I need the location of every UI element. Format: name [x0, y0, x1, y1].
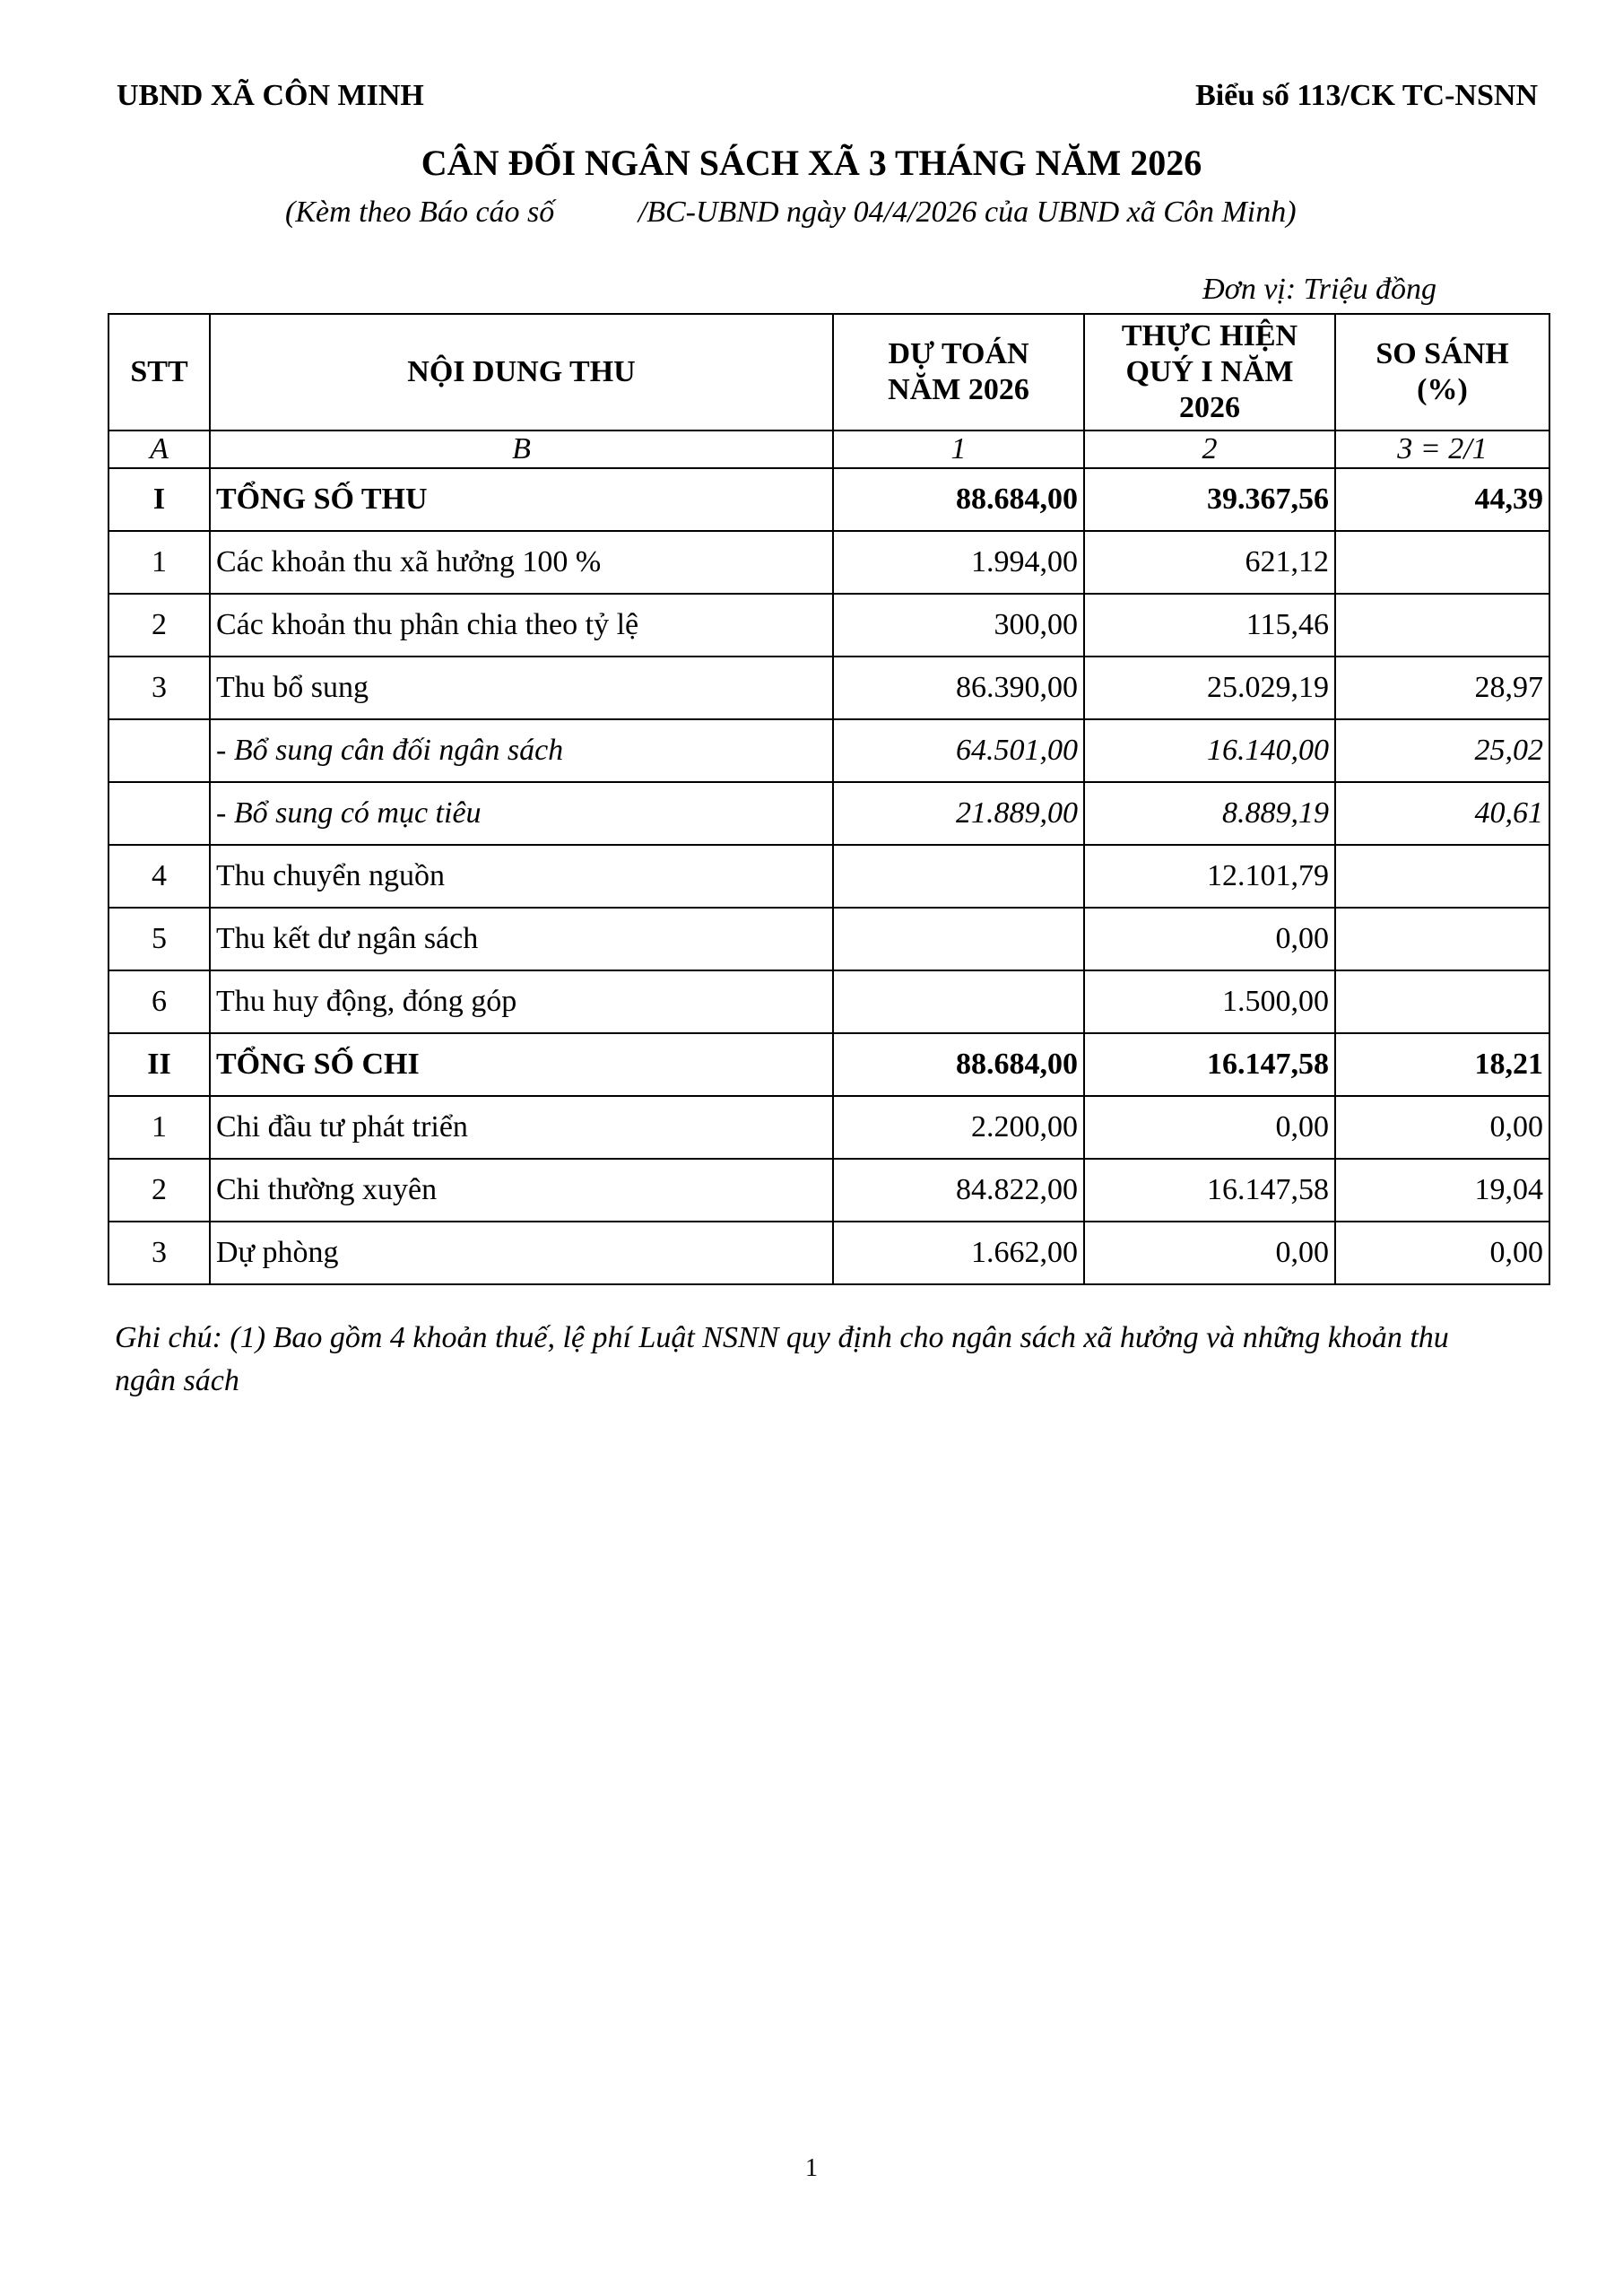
row-actual: 25.029,19: [1084, 657, 1335, 719]
header-actual: [1084, 314, 1335, 430]
header-compare: [1335, 314, 1549, 430]
header-estimate: [833, 314, 1084, 430]
row-estimate: 300,00: [833, 594, 1084, 657]
row-ratio: 19,04: [1335, 1159, 1549, 1222]
row-estimate: [833, 908, 1084, 970]
row-estimate: 1.994,00: [833, 531, 1084, 594]
row-stt: 6: [108, 970, 210, 1033]
row-estimate: 64.501,00: [833, 719, 1084, 782]
row-content: Thu chuyển nguồn: [210, 845, 833, 908]
row-ratio: [1335, 970, 1549, 1033]
index-a: A: [108, 430, 210, 468]
row-estimate: 21.889,00: [833, 782, 1084, 845]
header-content: NỘI DUNG THU: [210, 314, 833, 430]
row-ratio: [1335, 531, 1549, 594]
table-row-subitem: [108, 782, 1549, 845]
table-row: [108, 531, 1549, 594]
index-3: 3 = 2/1: [1335, 430, 1549, 468]
row-actual: 16.147,58: [1084, 1159, 1335, 1222]
row-ratio: 40,61: [1335, 782, 1549, 845]
unit-label: Đơn vị: Triệu đồng: [1202, 273, 1436, 306]
row-actual: 1.500,00: [1084, 970, 1335, 1033]
row-actual: 115,46: [1084, 594, 1335, 657]
organization-name: UBND XÃ CÔN MINH: [117, 79, 424, 112]
header-actual-line2: QUÝ I NĂM: [1125, 355, 1294, 388]
row-stt: 3: [108, 657, 210, 719]
row-ratio: 18,21: [1335, 1033, 1549, 1096]
header-estimate-line2: NĂM 2026: [888, 373, 1029, 406]
row-estimate: 86.390,00: [833, 657, 1084, 719]
row-actual: 16.140,00: [1084, 719, 1335, 782]
row-content: Dự phòng: [210, 1222, 833, 1284]
row-ratio: 25,02: [1335, 719, 1549, 782]
index-b: B: [210, 430, 833, 468]
row-stt: [108, 782, 210, 845]
row-estimate: 88.684,00: [833, 1033, 1084, 1096]
row-actual: 0,00: [1084, 1096, 1335, 1159]
table-row-total-revenue: [108, 468, 1549, 531]
row-content: Thu kết dư ngân sách: [210, 908, 833, 970]
table-row-total-expenditure: [108, 1033, 1549, 1096]
row-ratio: [1335, 908, 1549, 970]
header-compare-line2: (%): [1417, 373, 1468, 406]
header-actual-line1: THỰC HIỆN: [1121, 319, 1298, 352]
row-estimate: 2.200,00: [833, 1096, 1084, 1159]
row-estimate: 1.662,00: [833, 1222, 1084, 1284]
page-number: 1: [805, 2154, 818, 2182]
index-1: 1: [833, 430, 1084, 468]
row-estimate: [833, 970, 1084, 1033]
row-ratio: [1335, 845, 1549, 908]
row-estimate: [833, 845, 1084, 908]
row-actual: 0,00: [1084, 908, 1335, 970]
index-2: 2: [1084, 430, 1335, 468]
table-row: [108, 1096, 1549, 1159]
table-row: [108, 845, 1549, 908]
row-stt: 4: [108, 845, 210, 908]
row-stt: 2: [108, 1159, 210, 1222]
row-stt: 2: [108, 594, 210, 657]
row-content: - Bổ sung cân đối ngân sách: [210, 719, 833, 782]
page-title: CÂN ĐỐI NGÂN SÁCH XÃ 3 THÁNG NĂM 2026: [421, 143, 1202, 183]
header-estimate-line1: DỰ TOÁN: [888, 337, 1029, 370]
row-stt: 1: [108, 1096, 210, 1159]
header-compare-line1: SO SÁNH: [1376, 337, 1509, 370]
row-actual: 12.101,79: [1084, 845, 1335, 908]
table-index-row: [108, 430, 1549, 468]
budget-table: [108, 313, 1550, 1285]
row-actual: 8.889,19: [1084, 782, 1335, 845]
row-stt: 5: [108, 908, 210, 970]
row-ratio: 44,39: [1335, 468, 1549, 531]
header-actual-line3: 2026: [1179, 391, 1240, 424]
row-content: TỔNG SỐ THU: [210, 468, 833, 531]
table-row: [108, 1222, 1549, 1284]
header-stt: STT: [108, 314, 210, 430]
row-content: Thu bổ sung: [210, 657, 833, 719]
row-ratio: 0,00: [1335, 1096, 1549, 1159]
row-content: Các khoản thu phân chia theo tỷ lệ: [210, 594, 833, 657]
table-header-row: [108, 314, 1549, 430]
table-row: [108, 970, 1549, 1033]
table-row: [108, 657, 1549, 719]
page-subtitle: (Kèm theo Báo cáo số /BC-UBND ngày 04/4/2026 của UBND xã Côn Minh): [285, 196, 1297, 229]
row-estimate: 84.822,00: [833, 1159, 1084, 1222]
row-ratio: [1335, 594, 1549, 657]
form-code: Biểu số 113/CK TC-NSNN: [1195, 79, 1538, 112]
row-stt: II: [108, 1033, 210, 1096]
row-content: Chi thường xuyên: [210, 1159, 833, 1222]
table-row: [108, 908, 1549, 970]
row-content: - Bổ sung có mục tiêu: [210, 782, 833, 845]
row-stt: 1: [108, 531, 210, 594]
table-row-subitem: [108, 719, 1549, 782]
row-stt: I: [108, 468, 210, 531]
row-actual: 0,00: [1084, 1222, 1335, 1284]
row-actual: 16.147,58: [1084, 1033, 1335, 1096]
row-content: Các khoản thu xã hưởng 100 %: [210, 531, 833, 594]
row-content: TỔNG SỐ CHI: [210, 1033, 833, 1096]
footnote: Ghi chú: (1) Bao gồm 4 khoản thuế, lệ phí Luật NSNN quy định cho ngân sách xã hưởng và những khoản thu ngân sách: [115, 1321, 1449, 1397]
row-estimate: 88.684,00: [833, 468, 1084, 531]
table-row: [108, 594, 1549, 657]
row-stt: [108, 719, 210, 782]
row-content: Thu huy động, đóng góp: [210, 970, 833, 1033]
row-content: Chi đầu tư phát triển: [210, 1096, 833, 1159]
row-ratio: 28,97: [1335, 657, 1549, 719]
row-stt: 3: [108, 1222, 210, 1284]
row-actual: 39.367,56: [1084, 468, 1335, 531]
row-actual: 621,12: [1084, 531, 1335, 594]
row-ratio: 0,00: [1335, 1222, 1549, 1284]
table-row: [108, 1159, 1549, 1222]
